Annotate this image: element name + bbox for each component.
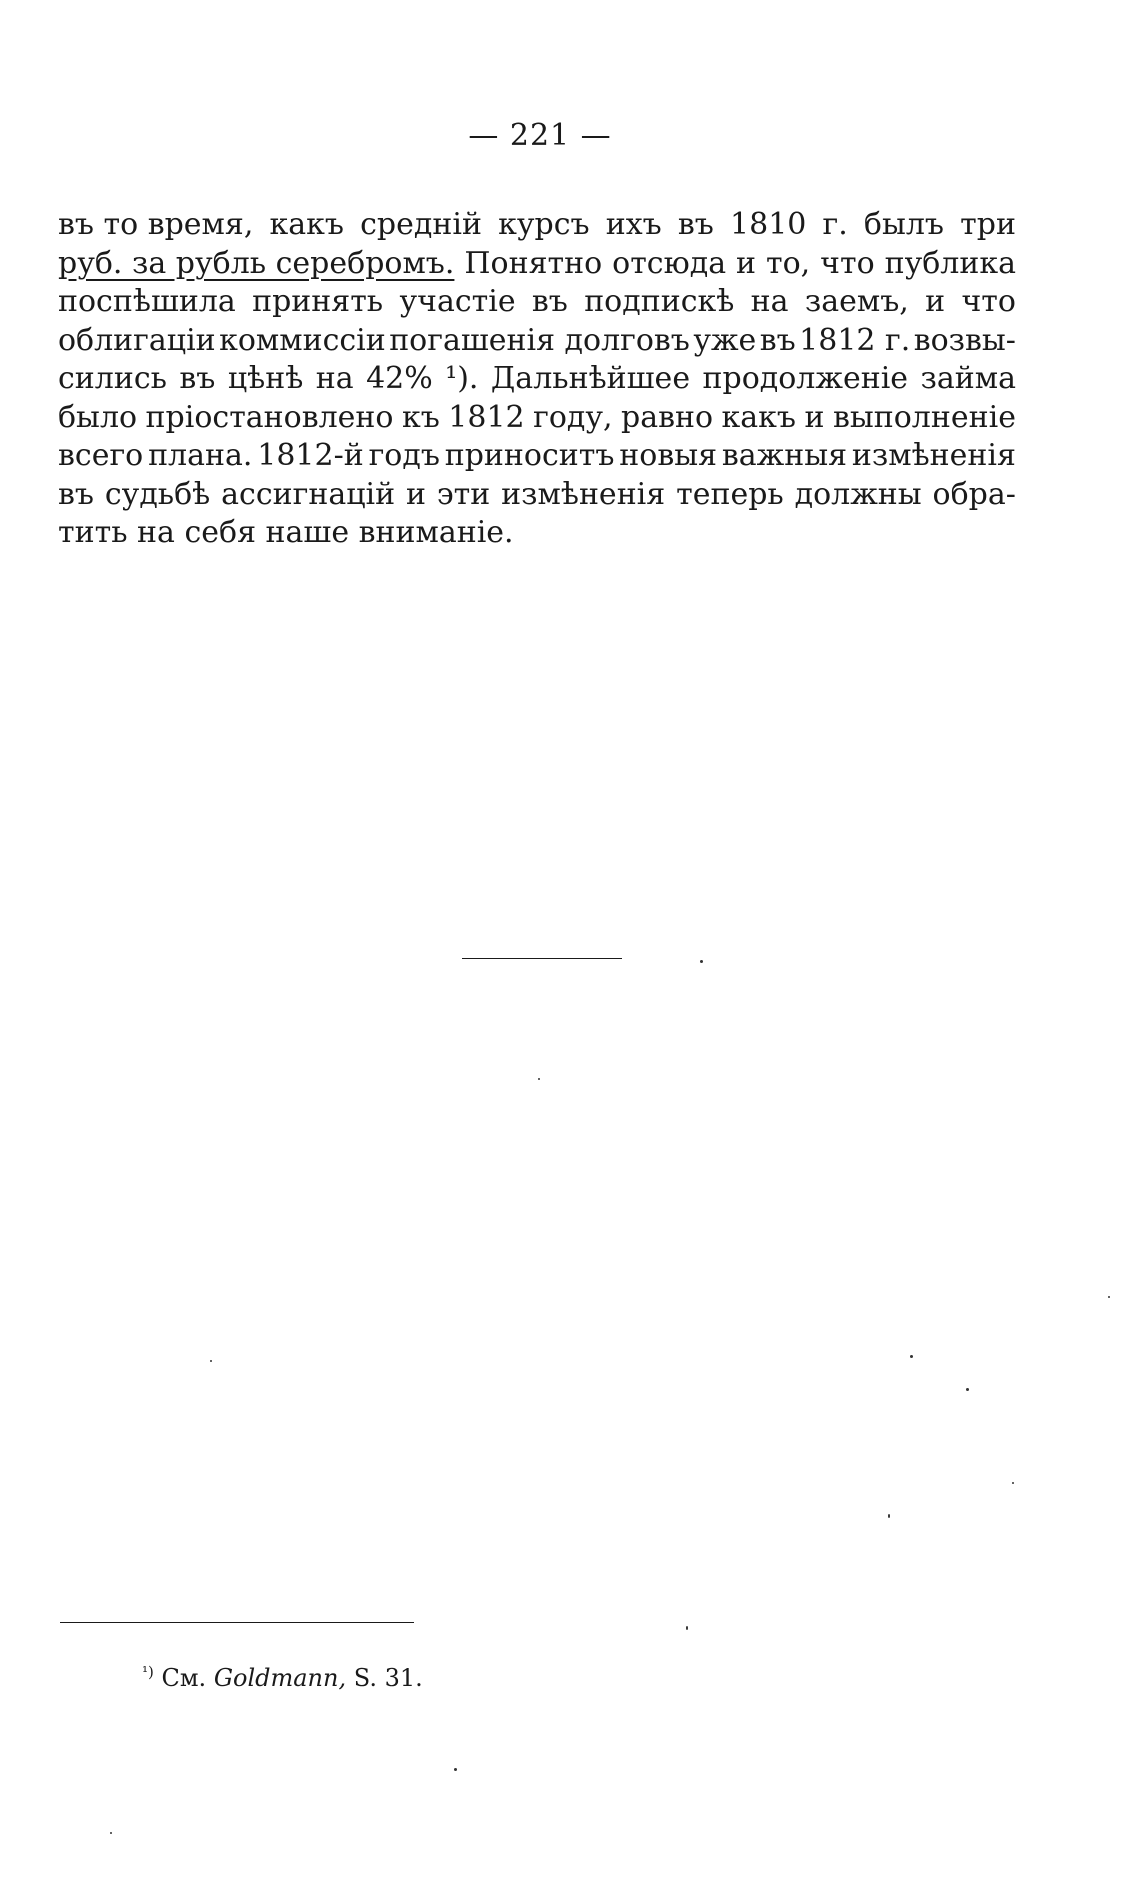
section-end-rule bbox=[462, 958, 622, 959]
word: равно bbox=[621, 399, 714, 435]
word: участiе bbox=[399, 284, 516, 319]
word: приноситъ bbox=[444, 438, 615, 473]
word: годъ bbox=[368, 438, 440, 473]
word: въ bbox=[179, 361, 216, 396]
scan-speck bbox=[1012, 1482, 1014, 1484]
word: и bbox=[406, 476, 426, 512]
word: поспѣшила bbox=[58, 284, 236, 319]
word: въ bbox=[58, 476, 94, 512]
text-line-6 bbox=[58, 399, 1016, 438]
word: уже bbox=[693, 322, 757, 358]
body-paragraph bbox=[58, 206, 1016, 553]
word: 1810 bbox=[730, 207, 807, 242]
scan-speck bbox=[966, 1388, 969, 1391]
word: измѣненiя bbox=[501, 476, 666, 512]
text-line-1 bbox=[58, 206, 1016, 245]
scan-speck bbox=[210, 1360, 212, 1362]
text-line-2 bbox=[58, 245, 1016, 284]
scan-speck bbox=[110, 1832, 112, 1834]
text-line-4 bbox=[58, 322, 1016, 361]
word: коммиссiи bbox=[219, 322, 386, 358]
word: новыя bbox=[619, 438, 718, 473]
word: прiостановлено bbox=[145, 399, 394, 435]
footnote-prefix: См. bbox=[161, 1664, 207, 1692]
underlined-phrase: руб. за рубль серебромъ. bbox=[58, 245, 455, 281]
word: какъ bbox=[721, 399, 797, 435]
scan-speck bbox=[454, 1768, 457, 1771]
word: подпискѣ bbox=[584, 284, 735, 319]
word: обра- bbox=[932, 476, 1016, 512]
percent-value: 42% bbox=[366, 361, 433, 396]
text-line-7 bbox=[58, 437, 1016, 476]
word: принять bbox=[252, 284, 384, 319]
text-line-9 bbox=[58, 514, 1016, 553]
word: тить на себя наше вниманiе. bbox=[58, 515, 514, 550]
scan-speck bbox=[888, 1514, 890, 1518]
word: въ bbox=[759, 322, 796, 358]
scan-speck bbox=[1108, 1296, 1110, 1298]
text-line-8 bbox=[58, 476, 1016, 515]
word: то, bbox=[765, 245, 811, 281]
text-line-3 bbox=[58, 283, 1016, 322]
word: измѣненiя bbox=[851, 438, 1016, 473]
footnote-mark: ¹) bbox=[142, 1663, 154, 1681]
word: 1812 г. bbox=[799, 322, 911, 358]
word: въ то время, bbox=[58, 207, 254, 242]
word: курсъ bbox=[498, 207, 590, 242]
word: выполненiе bbox=[832, 399, 1016, 435]
word: продолженiе bbox=[702, 361, 909, 396]
word: плана. bbox=[148, 438, 253, 473]
scan-speck bbox=[700, 960, 703, 963]
word: эти bbox=[436, 476, 491, 512]
word: году, bbox=[533, 399, 613, 435]
word: займа bbox=[920, 361, 1016, 396]
word: важныя bbox=[721, 438, 848, 473]
word: заемъ, bbox=[804, 284, 909, 319]
word: и bbox=[804, 399, 825, 435]
word: теперь bbox=[676, 476, 784, 512]
word: на bbox=[315, 361, 354, 396]
word: было bbox=[58, 399, 138, 435]
word: Понятно bbox=[464, 245, 603, 281]
word: среднiй bbox=[360, 207, 482, 242]
word: публика bbox=[884, 245, 1016, 281]
footnote-ref: S. 31. bbox=[353, 1664, 423, 1692]
word: судьбѣ bbox=[104, 476, 211, 512]
word: былъ bbox=[863, 207, 945, 242]
scan-speck bbox=[910, 1355, 913, 1358]
word: сились bbox=[58, 361, 167, 396]
word: всего bbox=[58, 438, 144, 473]
word: цѣнѣ bbox=[227, 361, 304, 396]
text-line-5 bbox=[58, 360, 1016, 399]
word: и bbox=[925, 284, 946, 319]
footnote-reference: ¹). bbox=[445, 361, 479, 396]
scan-speck bbox=[686, 1626, 688, 1630]
word: на bbox=[750, 284, 789, 319]
word: какъ bbox=[269, 207, 344, 242]
word: 1812-й bbox=[257, 438, 364, 473]
word: что bbox=[820, 245, 875, 281]
word: должны bbox=[794, 476, 922, 512]
word: возвы- bbox=[913, 322, 1016, 358]
page-number: — 221 — bbox=[468, 118, 612, 153]
scan-speck bbox=[538, 1078, 540, 1080]
word: три bbox=[960, 207, 1016, 242]
footnote-author: Goldmann, bbox=[213, 1664, 347, 1692]
word: 1812 bbox=[448, 399, 525, 435]
footnote bbox=[142, 1664, 423, 1692]
word: отсюда bbox=[612, 245, 727, 281]
word: въ bbox=[677, 207, 714, 242]
word: къ bbox=[401, 399, 440, 435]
word: ихъ bbox=[605, 207, 662, 242]
footnote-separator bbox=[60, 1622, 414, 1623]
word: погашенiя долговъ bbox=[389, 322, 690, 358]
word: и bbox=[736, 245, 757, 281]
word: въ bbox=[531, 284, 568, 319]
word: облигацiи bbox=[58, 322, 216, 358]
word: г. bbox=[822, 207, 848, 242]
word: что bbox=[961, 284, 1016, 319]
word: ассигнацiй bbox=[221, 476, 396, 512]
word: Дальнѣйшее bbox=[490, 361, 691, 396]
